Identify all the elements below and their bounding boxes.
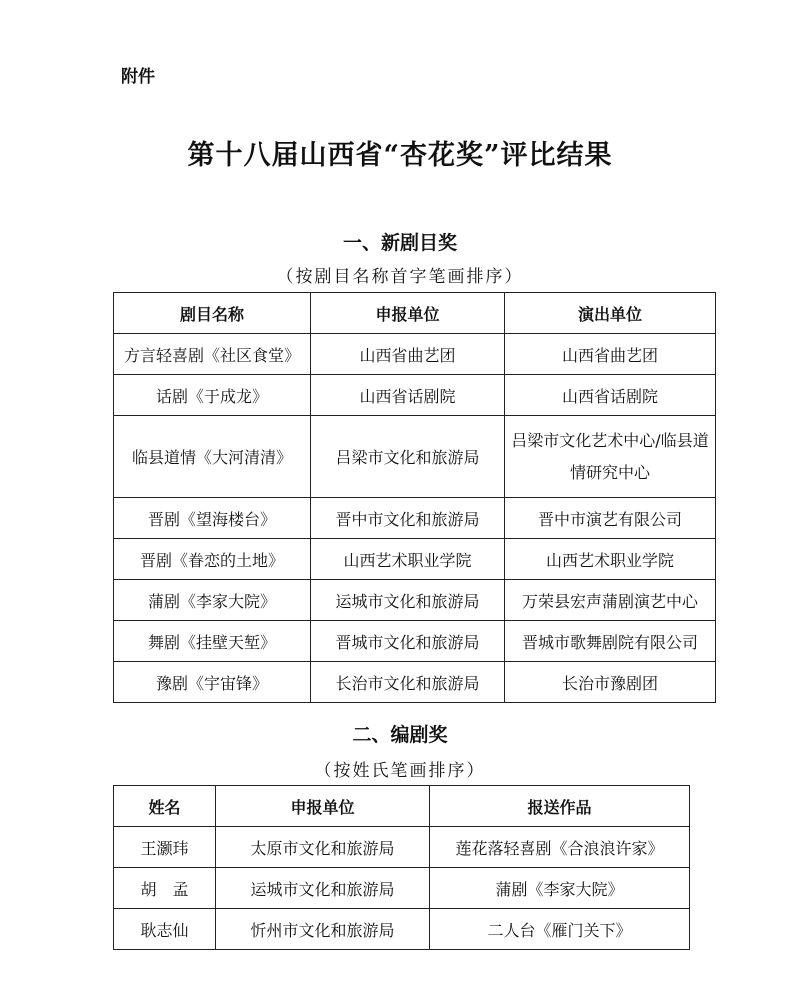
table-cell: 王灏玮 (114, 827, 216, 868)
section2-heading: 二、编剧奖 (352, 724, 448, 746)
table-cell: 豫剧《宇宙锋》 (114, 662, 311, 703)
table-cell: 忻州市文化和旅游局 (216, 909, 430, 950)
table-cell: 晋剧《眷恋的土地》 (114, 539, 311, 580)
section1-note: （按剧目名称首字笔画排序） (276, 267, 524, 287)
column-header: 申报单位 (216, 786, 430, 827)
table-cell: 话剧《于成龙》 (114, 375, 311, 416)
attachment-label: 附件 (121, 67, 155, 87)
section2-note: （按姓氏笔画排序） (314, 761, 486, 781)
column-header: 演出单位 (505, 293, 716, 334)
table-cell: 晋中市演艺有限公司 (505, 498, 716, 539)
table-row (114, 662, 716, 703)
table-cell: 舞剧《挂壁天堑》 (114, 621, 311, 662)
table-cell: 太原市文化和旅游局 (216, 827, 430, 868)
page-title: 第十八届山西省“杏花奖”评比结果 (187, 140, 613, 171)
table-cell: 万荣县宏声蒲剧演艺中心 (505, 580, 716, 621)
column-header: 剧目名称 (114, 293, 311, 334)
table-cell: 晋城市文化和旅游局 (311, 621, 505, 662)
table-header-row (114, 293, 716, 334)
table-row (114, 621, 716, 662)
section1-heading: 一、新剧目奖 (342, 232, 457, 254)
table-cell: 莲花落轻喜剧《合浪浪许家》 (430, 827, 690, 868)
table-cell: 山西艺术职业学院 (311, 539, 505, 580)
table-cell: 山西艺术职业学院 (505, 539, 716, 580)
column-header: 姓名 (114, 786, 216, 827)
table-cell: 蒲剧《李家大院》 (430, 868, 690, 909)
table-cell: 蒲剧《李家大院》 (114, 580, 311, 621)
table-cell: 吕梁市文化和旅游局 (311, 416, 505, 498)
table-cell: 胡 孟 (114, 868, 216, 909)
table-cell: 吕梁市文化艺术中心/临县道情研究中心 (505, 416, 716, 498)
table-cell: 晋城市歌舞剧院有限公司 (505, 621, 716, 662)
playwright-award-table (113, 785, 690, 950)
table-cell: 运城市文化和旅游局 (216, 868, 430, 909)
table-row (114, 827, 690, 868)
table-row (114, 539, 716, 580)
table-cell: 方言轻喜剧《社区食堂》 (114, 334, 311, 375)
new-repertoire-award-table (113, 292, 716, 703)
table-cell: 山西省曲艺团 (505, 334, 716, 375)
table-row (114, 334, 716, 375)
table-cell: 山西省话剧院 (505, 375, 716, 416)
table-cell: 运城市文化和旅游局 (311, 580, 505, 621)
table-cell: 山西省话剧院 (311, 375, 505, 416)
table-row (114, 375, 716, 416)
table-header-row (114, 786, 690, 827)
table-cell: 二人台《雁门关下》 (430, 909, 690, 950)
column-header: 报送作品 (430, 786, 690, 827)
table-row (114, 416, 716, 498)
table-cell: 晋中市文化和旅游局 (311, 498, 505, 539)
table-cell: 山西省曲艺团 (311, 334, 505, 375)
table-cell: 晋剧《望海楼台》 (114, 498, 311, 539)
table-cell: 长治市文化和旅游局 (311, 662, 505, 703)
table-row (114, 498, 716, 539)
column-header: 申报单位 (311, 293, 505, 334)
table-cell: 耿志仙 (114, 909, 216, 950)
table-cell: 长治市豫剧团 (505, 662, 716, 703)
table-cell: 临县道情《大河清清》 (114, 416, 311, 498)
table-row (114, 868, 690, 909)
table-row (114, 909, 690, 950)
table-row (114, 580, 716, 621)
